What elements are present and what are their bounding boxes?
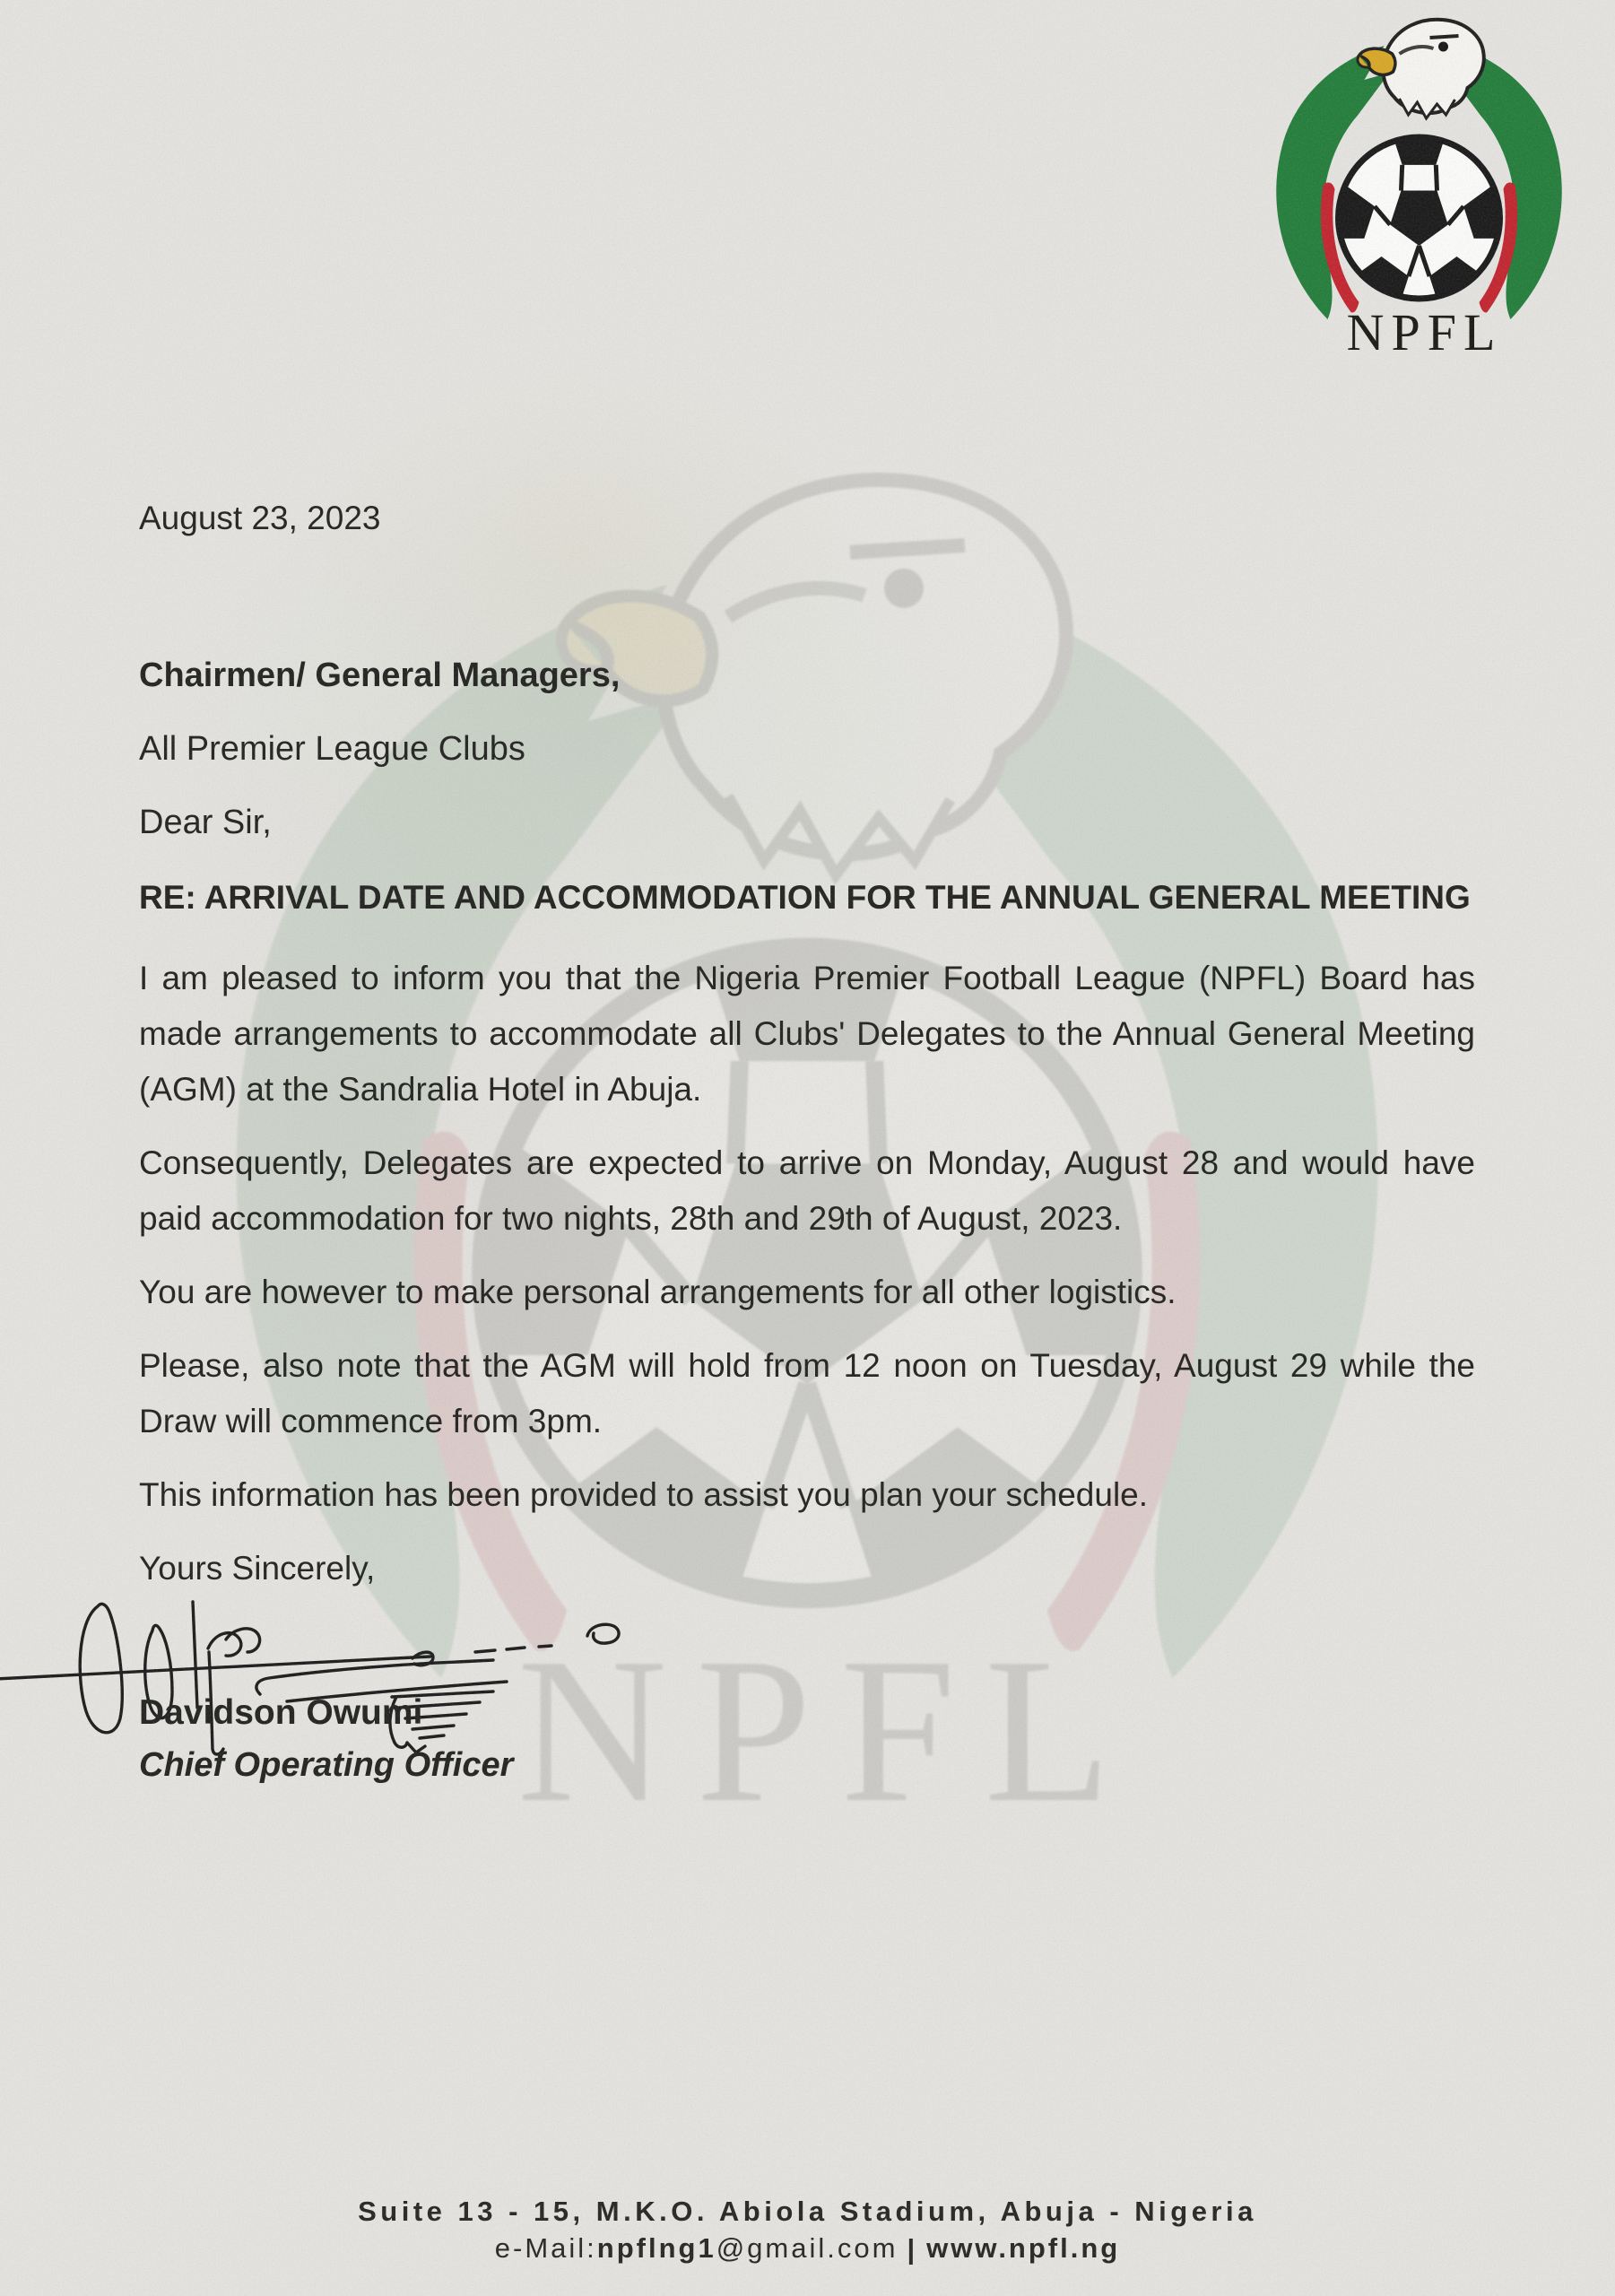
paragraph-2: Consequently, Delegates are expected to arrive on Monday, August 28 and would have paid accommodation for two nights, 28th and 29th of August, 2023.	[139, 1144, 1475, 1237]
subject-line: RE: ARRIVAL DATE AND ACCOMMODATION FOR THE ANNUAL GENERAL MEETING	[139, 879, 1471, 916]
recipient-title: Chairmen/ General Managers,	[139, 657, 621, 694]
email-domain: @gmail.com	[716, 2232, 899, 2264]
paragraph-5: This information has been provided to assist you plan your schedule.	[139, 1476, 1149, 1513]
recipient-block	[139, 655, 1475, 875]
letter-footer	[0, 2194, 1615, 2267]
website-text: www.npfl.ng	[926, 2232, 1121, 2264]
letter-date: August 23, 2023	[139, 500, 381, 536]
paragraph-4: Please, also note that the AGM will hold from 12 noon on Tuesday, August 29 while the Draw will commence from 3pm.	[139, 1347, 1475, 1439]
footer-contacts	[0, 2230, 1615, 2267]
closing-line: Yours Sincerely,	[139, 1550, 376, 1587]
signatory-name: Davidson Owumi	[139, 1693, 423, 1732]
paragraph-3: You are however to make personal arrangements for all other logistics.	[139, 1274, 1177, 1310]
email-user: npflng1	[596, 2232, 716, 2264]
footer-divider-bar: |	[907, 2233, 918, 2265]
signatory-block	[139, 1692, 513, 1787]
signatory-title: Chief Operating Officer	[139, 1746, 514, 1784]
npfl-crest-logo	[1251, 7, 1587, 362]
salutation: Dear Sir,	[139, 804, 272, 841]
footer-address: Suite 13 - 15, M.K.O. Abiola Stadium, Abuja - Nigeria	[358, 2196, 1257, 2227]
paragraph-1: I am pleased to inform you that the Nigeria Premier Football League (NPFL) Board has made arrangements to accommodate all Clubs' Delegates to the Annual General Meeting (AGM) at the Sandralia Hotel in Abuja.	[139, 960, 1475, 1108]
email-label: e-Mail:	[494, 2232, 597, 2264]
paragraphs-block	[139, 951, 1475, 1614]
recipient-org: All Premier League Clubs	[139, 730, 525, 768]
